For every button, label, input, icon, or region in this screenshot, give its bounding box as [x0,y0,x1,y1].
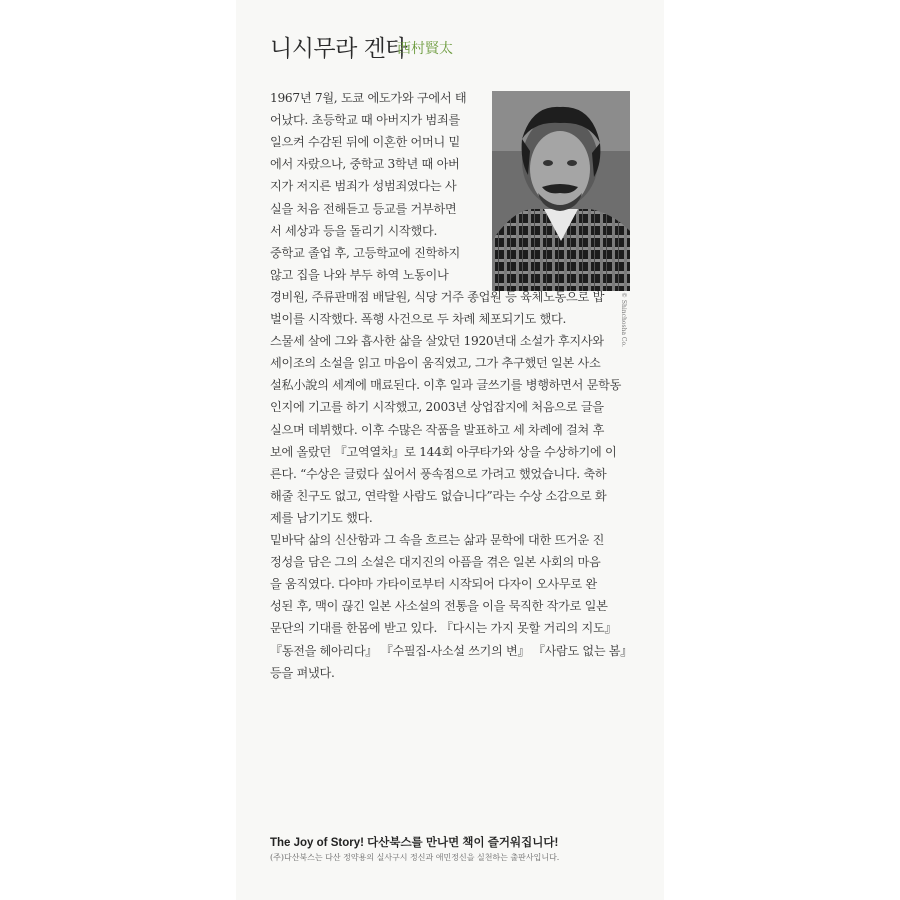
bio-line: 1967년 7월, 도쿄 에도가와 구에서 태 [270,91,467,105]
bio-line: 스물세 살에 그와 흡사한 삶을 살았던 1920년대 소설가 후지사와 [270,334,604,349]
bio-line: 정성을 담은 그의 소설은 대지진의 아픔을 겪은 일본 사회의 마음 [270,555,601,570]
bio-line: 실을 처음 전해듣고 등교를 거부하면 [270,201,457,216]
bio-line: 설私小說의 세계에 매료된다. 이후 일과 글쓰기를 병행하면서 문학동 [270,378,622,393]
bio-line: 벌이를 시작했다. 폭행 사건으로 두 차례 체포되기도 했다. [270,312,567,326]
publisher-note: (주)다산북스는 다산 정약용의 실사구시 정신과 애민정신을 실천하는 출판사입니다. [270,853,560,862]
bio-line: 지가 저지른 범죄가 성범죄였다는 사 [270,179,457,194]
bio-line: 성된 후, 맥이 끊긴 일본 사소설의 전통을 이을 묵직한 작가로 일본 [270,599,608,614]
author-name-hanja: 西村賢太 [397,41,453,57]
bio-line: 등을 펴냈다. [270,665,335,680]
publisher-tagline: The Joy of Story! 다산북스를 만나면 책이 즐거워집니다! [270,837,559,849]
bio-line: 에서 자랐으나, 중학교 3학년 때 아버 [270,157,460,172]
bio-line: 경비원, 주류판매점 배달원, 식당 거주 종업원 등 육체노동으로 밥 [270,289,605,304]
bio-line: 을 움직였다. 다야마 가타이로부터 시작되어 다자이 오사무로 완 [270,577,597,592]
bio-line: 른다. “수상은 글렀다 싶어서 풍속점으로 가려고 했었습니다. 축하 [270,466,607,481]
photo-credit: © Shinchosha Co. [620,292,627,347]
author-name: 니시무라 겐타 [270,36,408,62]
bio-line: 밑바닥 삶의 신산함과 그 속을 흐르는 삶과 문학에 대한 뜨거운 진 [270,533,605,547]
bio-line: 실으며 데뷔했다. 이후 수많은 작품을 발표하고 세 차례에 걸쳐 후 [270,422,605,437]
bio-line: 중학교 졸업 후, 고등학교에 진학하지 [270,245,460,260]
bio-line: 『동전을 헤아리다』 『수필집-사소설 쓰기의 변』 『사람도 없는 봄』 [270,643,633,658]
author-photo [492,91,630,291]
bio-line: 어났다. 초등학교 때 아버지가 범죄를 [270,113,460,128]
bio-line: 인지에 기고를 하기 시작했고, 2003년 상업잡지에 처음으로 글을 [270,400,604,415]
bio-line: 서 세상과 등을 돌리기 시작했다. [270,223,438,238]
bio-line: 보에 올랐던 『고역열차』로 144회 아쿠타가와 상을 수상하기에 이 [270,444,617,459]
bio-line: 세이조의 소설을 읽고 마음이 움직였고, 그가 추구했던 일본 사소 [270,356,601,371]
bio-line: 일으켜 수감된 뒤에 이혼한 어머니 밑 [270,135,460,150]
bio-line: 해줄 친구도 없고, 연락할 사람도 없습니다”라는 수상 소감으로 화 [270,488,607,503]
bio-line: 제를 남기기도 했다. [270,510,373,525]
bio-line: 문단의 기대를 한몸에 받고 있다. 『다시는 가지 못할 거리의 지도』 [270,621,617,636]
bio-line: 않고 집을 나와 부두 하역 노동이나 [270,267,449,282]
